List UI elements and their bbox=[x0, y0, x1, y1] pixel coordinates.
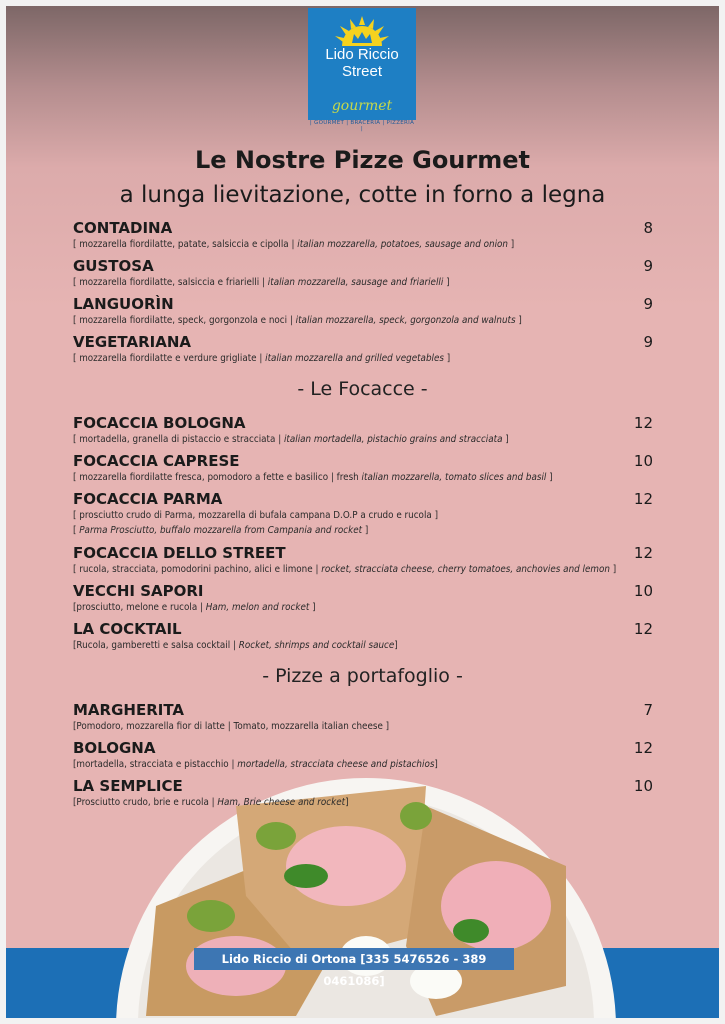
description-en: italian mozzarella, sausage and friarielli bbox=[267, 277, 444, 288]
menu-item bbox=[73, 414, 653, 447]
description-close: ] bbox=[609, 564, 617, 575]
menu-item bbox=[73, 333, 653, 366]
description-close: ] bbox=[434, 759, 438, 770]
logo bbox=[308, 8, 416, 120]
description-it: [ rucola, stracciata, pomodorini pachino, alici e limone | bbox=[73, 564, 322, 575]
item-description bbox=[73, 275, 583, 290]
description-close: ] bbox=[443, 277, 450, 288]
description-close: ] bbox=[507, 239, 515, 250]
description-close: ] bbox=[345, 797, 349, 808]
description-en: mortadella, stracciata cheese and pistachios bbox=[237, 759, 435, 770]
item-price: 9 bbox=[643, 295, 653, 313]
item-description bbox=[73, 432, 583, 447]
item-price: 12 bbox=[633, 739, 653, 757]
description-close: ] bbox=[546, 472, 553, 483]
description-en: italian mozzarella, tomato slices and basil bbox=[361, 472, 547, 483]
logo-line1: Lido Riccio bbox=[325, 46, 399, 63]
item-price: 8 bbox=[643, 219, 653, 237]
description-it: [ mozzarella fiordilatte e verdure grigliate | bbox=[73, 353, 266, 364]
description-it: [ mozzarella fiordilatte fresca, pomodoro a fette e basilico | fresh bbox=[73, 472, 362, 483]
menu-item bbox=[73, 490, 653, 538]
description-it: [ mozzarella fiordilatte, speck, gorgonzola e noci | bbox=[73, 315, 296, 326]
description-en: italian mozzarella, speck, gorgonzola and walnuts bbox=[295, 315, 516, 326]
description-en: Parma Prosciutto, buffalo mozzarella from Campania and rocket bbox=[79, 525, 363, 536]
item-price: 9 bbox=[643, 257, 653, 275]
menu-item bbox=[73, 620, 653, 653]
item-price: 12 bbox=[633, 414, 653, 432]
item-price: 10 bbox=[633, 777, 653, 795]
item-description bbox=[73, 470, 583, 485]
menu-page bbox=[6, 6, 719, 1018]
description-close: ] bbox=[502, 434, 509, 445]
footer-contact: Lido Riccio di Ortona [335 5476526 - 389 0461086] bbox=[194, 948, 514, 970]
item-name: FOCACCIA DELLO STREET bbox=[73, 544, 286, 562]
description-en: italian mozzarella, potatoes, sausage and onion bbox=[297, 239, 508, 250]
item-description bbox=[73, 562, 617, 577]
item-name: VECCHI SAPORI bbox=[73, 582, 204, 600]
menu-item bbox=[73, 544, 653, 577]
description-it: [Pomodoro, mozzarella fior di latte | Tomato, mozzarella italian cheese ] bbox=[73, 721, 390, 732]
section-focacce: - Le Focacce - bbox=[297, 378, 428, 400]
description-close: ] bbox=[515, 315, 522, 326]
sun-icon bbox=[334, 16, 390, 46]
item-description bbox=[73, 237, 583, 252]
description-it: [mortadella, stracciata e pistacchio | bbox=[73, 759, 238, 770]
item-description bbox=[73, 508, 583, 523]
description-en: Rocket, shrimps and cocktail sauce bbox=[238, 640, 395, 651]
item-name: LANGUORÌN bbox=[73, 295, 174, 313]
logo-tagline: gourmet bbox=[331, 98, 393, 114]
menu-item bbox=[73, 739, 653, 772]
item-price: 7 bbox=[643, 701, 653, 719]
page-title: Le Nostre Pizze Gourmet bbox=[195, 146, 530, 174]
item-description bbox=[73, 313, 583, 328]
menu-item bbox=[73, 701, 653, 734]
description-close: ] bbox=[443, 353, 451, 364]
menu-item bbox=[73, 582, 653, 615]
description-it: [ prosciutto crudo di Parma, mozzarella di bufala campana D.O.P a crudo e rucola ] bbox=[73, 510, 439, 521]
description-close: ] bbox=[362, 525, 369, 536]
description-it: [Prosciutto crudo, brie e rucola | bbox=[73, 797, 218, 808]
item-price: 9 bbox=[643, 333, 653, 351]
item-description bbox=[73, 757, 583, 772]
item-description bbox=[73, 638, 583, 653]
description-en: italian mortadella, pistachio grains and stracciata bbox=[283, 434, 503, 445]
item-name: CONTADINA bbox=[73, 219, 173, 237]
description-it: [ mortadella, granella di pistaccio e stracciata | bbox=[73, 434, 284, 445]
description-it: [Rucola, gamberetti e salsa cocktail | bbox=[73, 640, 239, 651]
logo-tags: | GOURMET | BRACERIA | PIZZERIA | bbox=[309, 120, 415, 132]
menu-item bbox=[73, 257, 653, 290]
page-subtitle: a lunga lievitazione, cotte in forno a legna bbox=[119, 182, 606, 208]
menu-item bbox=[73, 452, 653, 485]
item-name: FOCACCIA PARMA bbox=[73, 490, 223, 508]
description-open: [ bbox=[73, 525, 80, 536]
item-description bbox=[73, 351, 583, 366]
menu-item bbox=[73, 777, 653, 810]
description-it: [ mozzarella fiordilatte, patate, salsiccia e cipolla | bbox=[73, 239, 298, 250]
item-name: GUSTOSA bbox=[73, 257, 154, 275]
description-close: ] bbox=[309, 602, 316, 613]
logo-line2: Street bbox=[341, 63, 383, 80]
item-name: LA SEMPLICE bbox=[73, 777, 183, 795]
description-it: [prosciutto, melone e rucola | bbox=[73, 602, 206, 613]
item-description-en bbox=[73, 523, 583, 538]
section-portafoglio: - Pizze a portafoglio - bbox=[262, 665, 463, 687]
item-name: BOLOGNA bbox=[73, 739, 156, 757]
item-price: 12 bbox=[633, 544, 653, 562]
item-name: LA COCKTAIL bbox=[73, 620, 182, 638]
description-en: Ham, Brie cheese and rocket bbox=[217, 797, 346, 808]
description-it: [ mozzarella fiordilatte, salsiccia e friarielli | bbox=[73, 277, 268, 288]
item-name: VEGETARIANA bbox=[73, 333, 191, 351]
item-price: 10 bbox=[633, 452, 653, 470]
menu-item bbox=[73, 295, 653, 328]
item-price: 12 bbox=[633, 620, 653, 638]
item-description bbox=[73, 795, 583, 810]
item-description bbox=[73, 719, 583, 734]
menu-item bbox=[73, 219, 653, 252]
item-description bbox=[73, 600, 583, 615]
item-name: FOCACCIA CAPRESE bbox=[73, 452, 240, 470]
description-close: ] bbox=[394, 640, 398, 651]
description-en: Ham, melon and rocket bbox=[205, 602, 310, 613]
description-en: italian mozzarella and grilled vegetables bbox=[265, 353, 444, 364]
item-name: MARGHERITA bbox=[73, 701, 185, 719]
item-name: FOCACCIA BOLOGNA bbox=[73, 414, 246, 432]
item-price: 10 bbox=[633, 582, 653, 600]
description-en: rocket, stracciata cheese, cherry tomatoes, anchovies and lemon bbox=[321, 564, 610, 575]
item-price: 12 bbox=[633, 490, 653, 508]
